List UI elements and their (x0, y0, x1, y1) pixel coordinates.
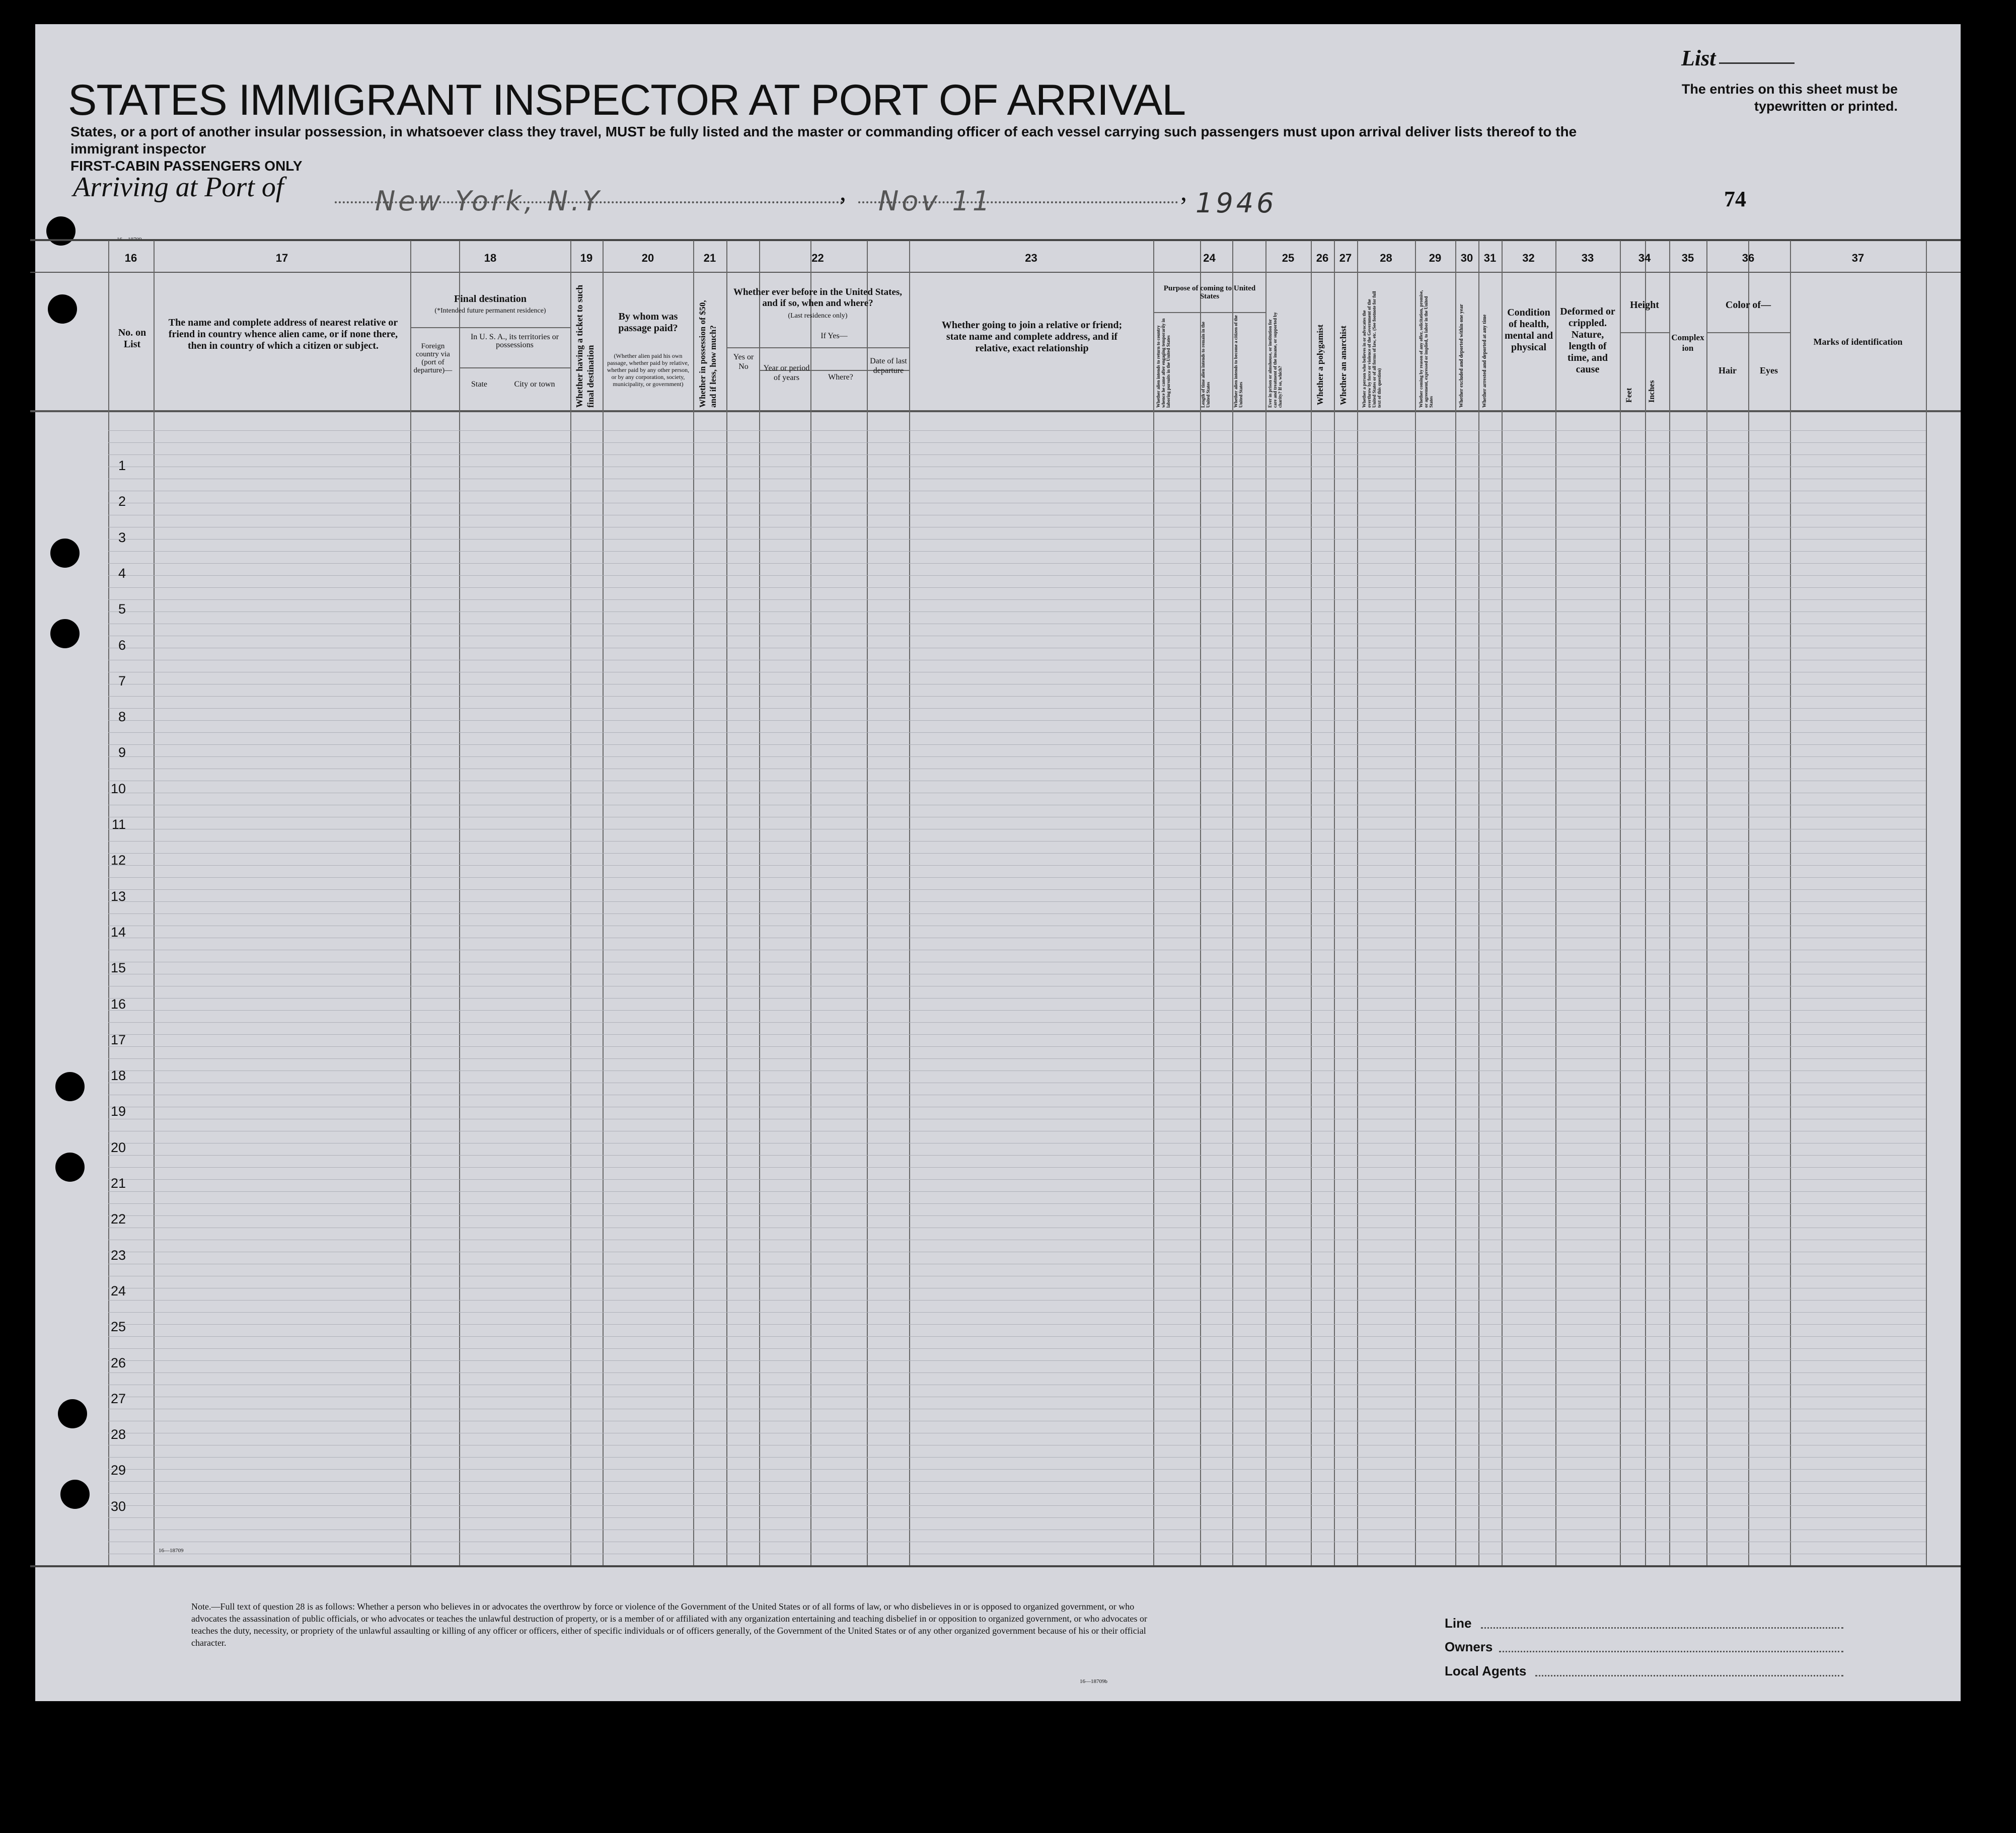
col-number-30: 30 (1460, 252, 1473, 264)
subheader-rule (726, 347, 909, 348)
ruled-line (108, 1167, 1926, 1168)
ruled-line (108, 708, 1926, 709)
ruled-line (108, 913, 1926, 914)
header-in-usa: In U. S. A., its territories or possessions (470, 333, 559, 349)
column-divider (410, 241, 411, 1565)
ruled-line (108, 841, 1926, 842)
ruled-line (108, 1010, 1926, 1011)
column-divider (909, 241, 910, 1565)
ruled-line (108, 587, 1926, 588)
ruled-line (108, 1034, 1926, 1035)
ruled-line (108, 901, 1926, 902)
column-divider (459, 241, 460, 1565)
col-number-35: 35 (1681, 252, 1694, 264)
header-where: Where? (828, 373, 853, 381)
ruled-line (108, 1336, 1926, 1337)
header-purpose: Purpose of coming to United States (1163, 284, 1256, 300)
ruled-line (108, 1517, 1926, 1518)
ruled-line (108, 877, 1926, 878)
form-number-bottom: 16—18709 (159, 1548, 184, 1554)
col-number-26: 26 (1316, 252, 1329, 264)
row-number: 24 (110, 1283, 126, 1299)
column-divider (1415, 241, 1416, 1565)
ruled-line (108, 442, 1926, 443)
instructions (70, 123, 1631, 175)
header-year-or-period: Year or period of years (763, 364, 810, 382)
year-handwritten: 1946 (1196, 187, 1277, 219)
row-number: 16 (110, 996, 126, 1012)
ruled-line (108, 889, 1926, 890)
punch-hole (50, 539, 80, 568)
row-number: 30 (110, 1498, 126, 1514)
ruled-line (108, 563, 1926, 564)
row-number: 23 (110, 1247, 126, 1263)
ruled-line (108, 1203, 1926, 1204)
header-yes-or-no: Yes or No (733, 353, 754, 371)
column-divider (1748, 241, 1749, 1565)
comma: , (840, 178, 846, 206)
row-number: 21 (110, 1176, 126, 1191)
owners-label: Owners (1445, 1639, 1493, 1654)
header-foreign-country: Foreign country via (port of departure)— (413, 342, 453, 374)
punch-hole (60, 1480, 90, 1509)
header-purpose-length: Length of time alien intends to remain in the United States (1201, 322, 1211, 408)
column-divider (570, 241, 571, 1565)
row-number: 29 (110, 1463, 126, 1478)
column-divider (1502, 241, 1503, 1565)
ruled-line (108, 1493, 1926, 1494)
column-divider (1153, 241, 1154, 1565)
column-divider (1357, 241, 1358, 1565)
ruled-line (108, 1058, 1926, 1059)
port-handwritten: New York, N.Y (375, 185, 603, 217)
header-final-destination: Final destination (454, 293, 527, 304)
punch-hole (58, 1399, 87, 1428)
header-hair: Hair (1719, 365, 1737, 375)
column-divider (1620, 241, 1621, 1565)
column-divider (1265, 241, 1266, 1565)
header-last-residence-note: (Last residence only) (788, 312, 848, 320)
ruled-line (108, 732, 1926, 733)
ruled-line (108, 1300, 1926, 1301)
ruled-line (108, 575, 1926, 576)
header-arrested-deported: Whether arrested and deported at any time (1482, 314, 1487, 408)
local-agents-label: Local Agents (1445, 1663, 1527, 1678)
comma: , (1180, 178, 1187, 206)
header-question-28: Whether a person who believes in or advocates the overthrow by force or violence of the Government of the United States or of all forms of law, etc. (See footnote for full text of this question) (1362, 291, 1382, 408)
col-number-37: 37 (1851, 252, 1864, 264)
col-number-18: 18 (484, 252, 497, 264)
header-purpose-citizen: Whether alien intends to become a citizen of the United States (1233, 315, 1243, 408)
row-number: 14 (110, 924, 126, 940)
ruled-line (108, 853, 1926, 854)
col-number-20: 20 (641, 252, 654, 264)
header-passage-paid-note: (Whether alien paid his own passage, whether paid by relative, whether paid by any other person, or by any corporation, society, municipality, or government) (607, 352, 690, 388)
row-number: 9 (118, 745, 126, 760)
column-divider (810, 241, 811, 1565)
ruled-line (108, 430, 1926, 431)
row-number: 7 (118, 673, 126, 689)
header-fifty-dollars: Whether in possession of $50, and if less, how much? (698, 300, 718, 408)
col-number-24: 24 (1203, 252, 1216, 264)
footnote-question-28: Note.—Full text of question 28 is as follows: Whether a person who believes in or advocates the overthrow by force or violence of the Government of the United States or of all forms of law, or who disbelieves in or is opposed to organized government, or who advocates the assassination of public officials, or who advocates or teaches the unlawful destruction of property, or is a member of or affiliated with any organization entertaining and teaching disbelief in or opposition to organized government, or who advocates or teaches the duty, necessity, or propriety of the unlawful assaulting or killing of any officer or officers, either of specific individuals or of officers generally, of the Government of the United States or of any other organized government because of his or their official character. (191, 1601, 1147, 1648)
punch-hole (46, 216, 76, 246)
row-number: 4 (118, 565, 126, 581)
ruled-line (108, 865, 1926, 866)
typewritten-note: The entries on this sheet must be typewritten or printed. (1681, 82, 1898, 114)
subheader-rule (1620, 332, 1669, 333)
column-number-rule (30, 272, 1961, 273)
col-number-16: 16 (124, 252, 137, 264)
col-number-31: 31 (1483, 252, 1497, 264)
header-purpose-return: Whether alien intends to return to country whence he came after engaging temporarily in laboring pursuits in the United States (1156, 318, 1171, 408)
punch-hole (55, 1153, 85, 1182)
row-number: 3 (118, 529, 126, 545)
col-number-22: 22 (811, 252, 824, 264)
col-number-23: 23 (1025, 252, 1037, 264)
owners-field (1499, 1651, 1843, 1652)
header-ticket: Whether having a ticket to such final destination (574, 284, 595, 408)
column-divider (867, 241, 868, 1565)
row-number: 20 (110, 1139, 126, 1155)
col-number-32: 32 (1522, 252, 1535, 264)
column-divider (1645, 241, 1646, 1565)
ruled-line (108, 1469, 1926, 1470)
col-number-33: 33 (1581, 252, 1594, 264)
header-inches: Inches (1648, 380, 1656, 403)
row-number: 28 (110, 1427, 126, 1442)
table-bottom-rule (30, 1565, 1961, 1567)
ruled-line (108, 756, 1926, 757)
header-prison-almshouse: Ever in prison or almshouse, or institution for care and treatment of the insane, or supported by charity? If so, which? (1267, 312, 1283, 408)
subheader-rule (410, 327, 570, 328)
row-number: 19 (110, 1104, 126, 1119)
instruction-line-1: States, or a port of another insular possession, in whatsoever class they travel, MUST be fully listed and the master or commanding officer of each vessel carrying such passengers must upon arrival deliver lists thereof to the immigrant inspector (70, 124, 1577, 157)
punch-hole (55, 1072, 85, 1101)
row-number: 10 (110, 781, 126, 796)
column-divider (1334, 241, 1335, 1565)
column-divider (693, 241, 694, 1565)
footnote-form-number: 16—18709b (1080, 1678, 1107, 1685)
column-divider (1790, 241, 1791, 1565)
ruled-line (108, 599, 1926, 600)
row-number: 17 (110, 1032, 126, 1047)
line-field (1481, 1627, 1843, 1629)
col-number-27: 27 (1339, 252, 1352, 264)
column-divider (726, 241, 727, 1565)
header-if-yes: If Yes— (820, 332, 848, 340)
col-number-29: 29 (1429, 252, 1442, 264)
column-divider (1478, 241, 1479, 1565)
row-number: 13 (110, 888, 126, 904)
column-divider (1232, 241, 1233, 1565)
list-number-line (1719, 62, 1795, 64)
ruled-line (108, 1505, 1926, 1506)
ruled-line (108, 1046, 1926, 1047)
header-eyes: Eyes (1760, 365, 1778, 375)
form-number-top: 16—18709 (117, 237, 142, 243)
ruled-line (108, 1457, 1926, 1458)
ruled-line (108, 539, 1926, 540)
col-number-17: 17 (275, 252, 288, 264)
row-number: 26 (110, 1355, 126, 1370)
ruled-line (108, 998, 1926, 999)
header-anarchist: Whether an anarchist (1338, 325, 1348, 405)
header-city-or-town: City or town (514, 380, 555, 389)
ruled-line (108, 1372, 1926, 1373)
row-number: 11 (111, 817, 126, 832)
column-divider (1555, 241, 1556, 1565)
header-color-of: Color of— (1725, 299, 1771, 311)
header-no-on-list: No. on List (118, 327, 146, 350)
column-divider (759, 241, 760, 1565)
header-condition-health: Condition of health, mental and physical (1504, 307, 1553, 353)
ruled-line (108, 454, 1926, 455)
column-divider (1455, 241, 1456, 1565)
local-agents-field (1535, 1675, 1843, 1676)
punch-hole (48, 294, 77, 324)
ruled-line (108, 1360, 1926, 1361)
table-top-rule (30, 239, 1961, 241)
col-number-34: 34 (1638, 252, 1651, 264)
ruled-line (108, 1312, 1926, 1313)
column-divider (1669, 241, 1670, 1565)
row-number: 15 (110, 960, 126, 976)
date-handwritten: Nov 11 (878, 185, 993, 217)
header-passage-paid: By whom was passage paid? (618, 311, 678, 334)
ruled-line (108, 1324, 1926, 1325)
row-number: 18 (110, 1068, 126, 1084)
ruled-line (108, 551, 1926, 552)
subheader-rule (459, 367, 570, 368)
header-bottom-rule (30, 410, 1961, 412)
form-title: STATES IMMIGRANT INSPECTOR AT PORT OF ARRIVAL (68, 76, 1186, 124)
arriving-label: Arriving at Port of (73, 172, 284, 203)
col-number-19: 19 (580, 252, 593, 264)
col-number-21: 21 (703, 252, 716, 264)
header-excluded-deported: Whether excluded and deported within one year (1459, 304, 1464, 408)
punch-hole (50, 619, 80, 648)
header-marks-identification: Marks of identification (1813, 337, 1903, 347)
row-number: 6 (118, 637, 126, 653)
row-number: 27 (110, 1391, 126, 1406)
ruled-line (108, 1155, 1926, 1156)
col-number-28: 28 (1380, 252, 1392, 264)
header-deformed-crippled: Deformed or crippled. Nature, length of time, and cause (1560, 306, 1615, 375)
line-label: Line (1445, 1616, 1472, 1631)
row-number: 2 (118, 494, 126, 509)
header-polygamist: Whether a polygamist (1315, 324, 1325, 405)
header-height: Height (1630, 299, 1659, 311)
row-number: 5 (118, 601, 126, 617)
ruled-line (108, 1022, 1926, 1023)
header-feet: Feet (1625, 388, 1633, 403)
subheader-rule (1706, 332, 1790, 333)
column-divider (1311, 241, 1312, 1565)
instruction-line-2: FIRST-CABIN PASSENGERS ONLY (70, 158, 303, 174)
ruled-line (108, 1481, 1926, 1482)
ruled-line (108, 744, 1926, 745)
header-final-destination-note: (*Intended future permanent residence) (434, 307, 546, 315)
row-number: 25 (110, 1319, 126, 1335)
row-number: 1 (118, 458, 126, 473)
column-divider (1706, 241, 1707, 1565)
header-ever-before-in-us: Whether ever before in the United States, and if so, when and where? (733, 287, 903, 309)
header-date-last-departure: Date of last departure (870, 357, 907, 375)
col-number-25: 25 (1282, 252, 1295, 264)
ruled-line (108, 1348, 1926, 1349)
header-going-to-join: Whether going to join a relative or friend; state name and complete address, and if relative, exact relationship (941, 320, 1123, 354)
header-state: State (471, 380, 487, 389)
ruled-line (108, 1179, 1926, 1180)
ruled-line (108, 1191, 1926, 1192)
list-label: List (1681, 46, 1716, 70)
row-number: 12 (110, 853, 126, 868)
ruled-line (108, 720, 1926, 721)
ruled-line (108, 696, 1926, 697)
column-divider (1200, 241, 1201, 1565)
header-labor-offer: Whether coming by reason of any offer, solicitation, promise, or agreement, expressed or implied, to labor in the United States (1418, 290, 1434, 408)
row-number: 22 (110, 1211, 126, 1227)
col-number-36: 36 (1742, 252, 1755, 264)
header-complexion: Complexion (1671, 333, 1704, 353)
manifest-sheet (35, 24, 1961, 1701)
column-divider (603, 241, 604, 1565)
column-divider (154, 241, 155, 1565)
header-nearest-relative: The name and complete address of nearest relative or friend in country whence alien came, or if none there, then in country of which a citizen or subject. (168, 317, 398, 351)
ruled-line (108, 1215, 1926, 1216)
sheet-number: 74 (1724, 187, 1746, 211)
row-number: 8 (118, 709, 126, 725)
column-divider (1926, 241, 1927, 1565)
